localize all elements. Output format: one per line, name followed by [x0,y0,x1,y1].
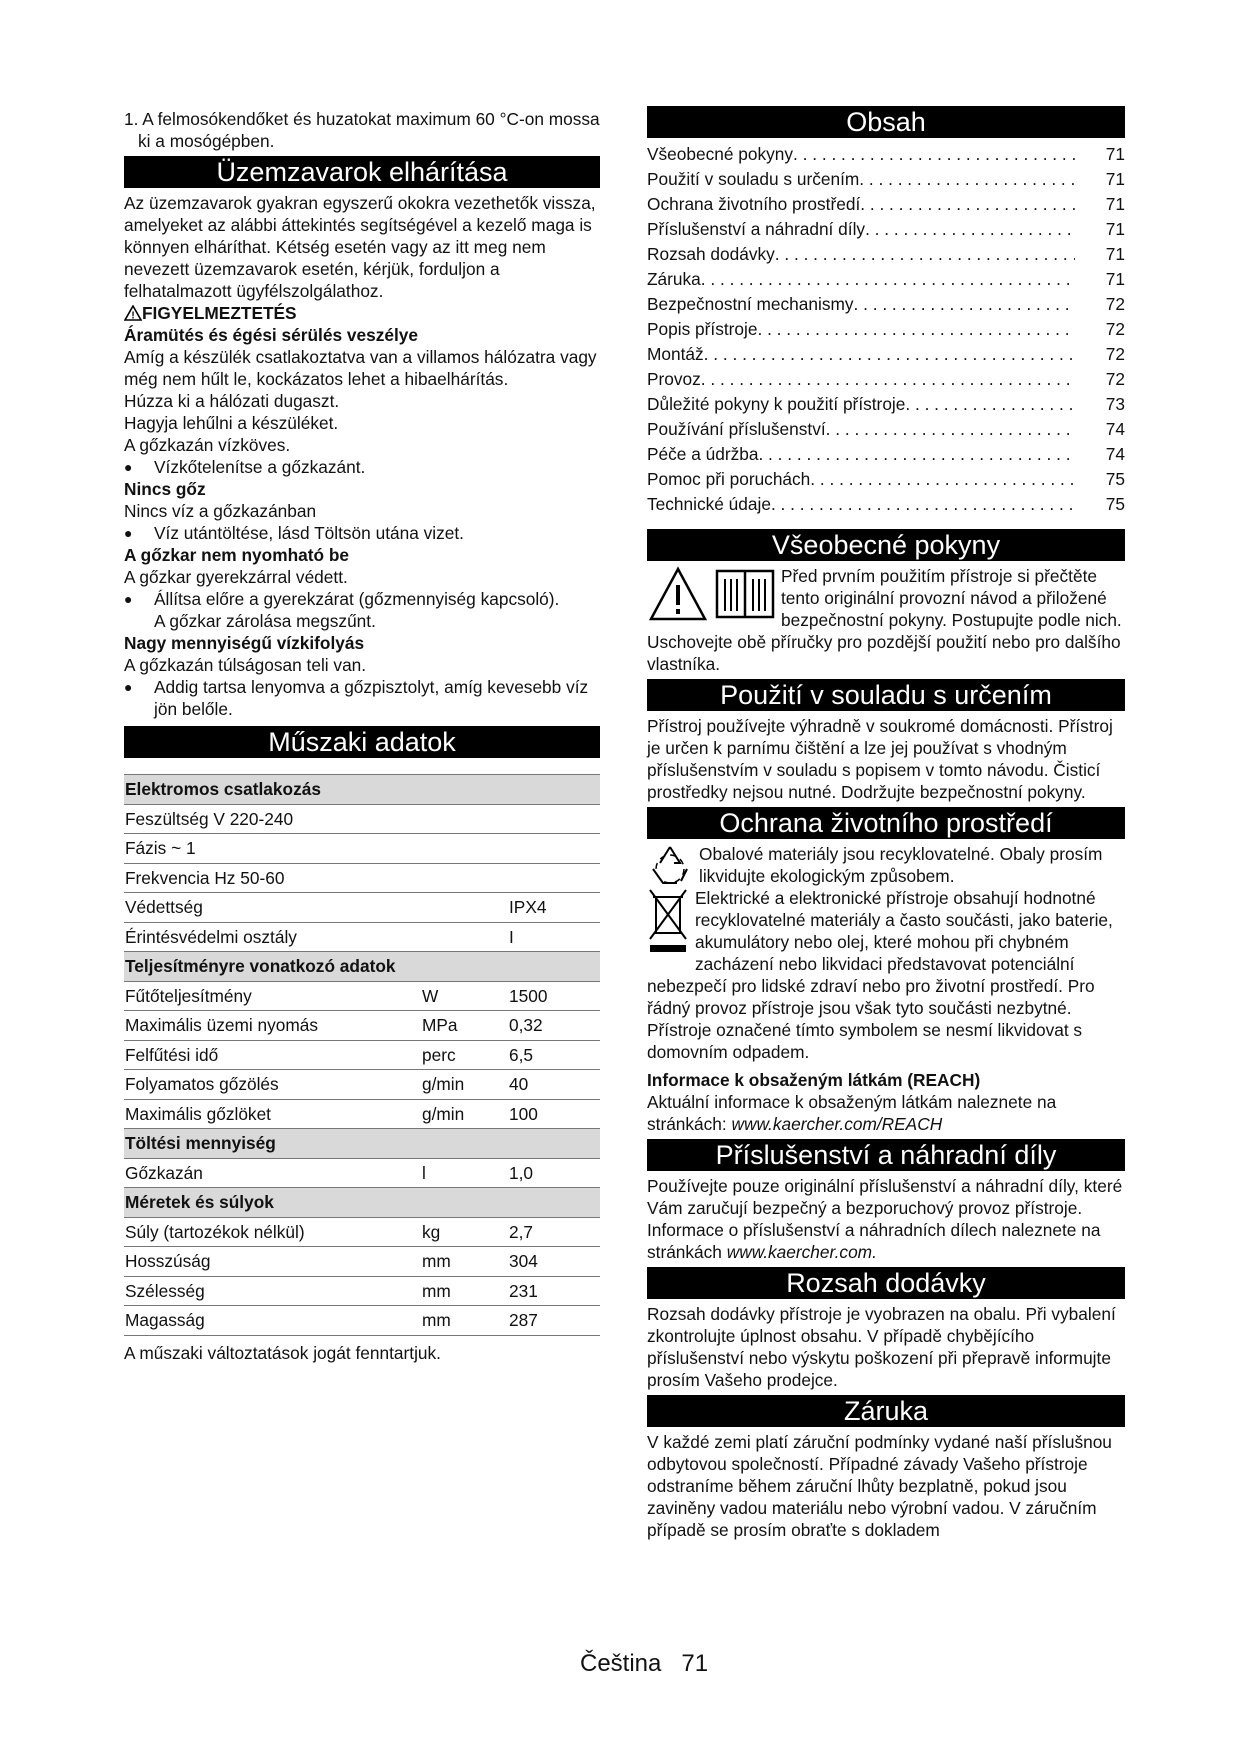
toc-entry-title: Bezpečnostní mechanismy [647,294,854,314]
tech-cell-value [508,804,600,834]
tech-cell-label: Szélesség [124,1276,421,1306]
tech-heading: Műszaki adatok [124,726,600,758]
toc-leader-dots [793,142,1075,167]
warning-triangle-icon [647,565,709,623]
tech-cell-unit: mm [421,1247,508,1277]
tech-row [124,863,600,893]
recycling-icon [647,843,693,887]
accessories-link[interactable]: www.kaercher.com. [726,1242,877,1262]
toc-entry[interactable] [647,192,1125,217]
tech-cell-label: Érintésvédelmi osztály [124,922,421,952]
toc-entry[interactable] [647,242,1125,267]
heading-no-steam: Nincs gőz [124,479,206,499]
toc-entry-title: Rozsah dodávky [647,244,775,264]
tech-row [124,1217,600,1247]
cause-scale: A gőzkazán vízköves. [124,435,291,455]
toc-leader-dots [810,467,1075,492]
toc-entry-title: Provoz [647,369,701,389]
tech-row [124,922,600,952]
general-text-2: Uschovejte obě příručky pro pozdější použití nebo pro dalšího vlastníka. [647,632,1121,674]
tech-cell-unit: l [421,1158,508,1188]
toc-entry[interactable] [647,417,1125,442]
toc-entry-page: 75 [1105,469,1125,489]
toc-entry[interactable] [647,442,1125,467]
accessories-text-2 [647,1219,1125,1263]
tech-row [124,1040,600,1070]
tech-cell-unit: MPa [421,1011,508,1041]
toc-leader-dots [865,217,1075,242]
tech-cell-label: Méretek és súlyok [124,1188,421,1218]
toc-entry[interactable] [647,467,1125,492]
tech-row [124,834,600,864]
step-unplug: Húzza ki a hálózati dugaszt. [124,391,340,411]
toc-entry[interactable] [647,217,1125,242]
toc-leader-dots [757,317,1075,342]
tech-cell-value: 40 [508,1070,600,1100]
warning-triangle-icon [124,305,142,321]
toc-entry-page: 72 [1105,344,1125,364]
tech-cell-unit: W [421,981,508,1011]
tech-group-row [124,775,600,805]
tech-cell-label: Feszültség V 220-240 [124,804,421,834]
tech-cell-label: Teljesítményre vonatkozó adatok [124,952,421,982]
bullet-descale: ● Vízkőtelenítse a gőzkazánt. [124,456,600,478]
reach-link[interactable]: www.kaercher.com/REACH [731,1114,943,1134]
tech-group-row [124,1188,600,1218]
bullet-refill: ● Víz utántöltése, lásd Töltsön utána vizet. [124,522,600,544]
tech-cell-unit [421,1129,508,1159]
tech-cell-label: Védettség [124,893,421,923]
toc-entry-page: 72 [1105,369,1125,389]
cause-childlock: A gőzkar gyerekzárral védett. [124,567,348,587]
tech-cell-value: 1,0 [508,1158,600,1188]
heading-water-leak: Nagy mennyiségű vízkifolyás [124,633,365,653]
toc-entry-title: Záruka [647,269,701,289]
toc-entry-page: 72 [1105,294,1125,314]
environment-heading: Ochrana životního prostředí [647,807,1125,839]
toc-entry-title: Péče a údržba [647,444,759,464]
tech-cell-unit: mm [421,1306,508,1336]
tech-cell-label: Elektromos csatlakozás [124,775,421,805]
intended-text: Přístroj používejte výhradně v soukromé domácnosti. Přístroj je určen k parnímu čištění a lze jej používat s vhodným příslušenstvím v souladu s popisem v tomto návodu. Čisticí prostředky nejsou nutné. Dodržujte bezpečnostní pokyny. [647,716,1113,802]
toc-entry[interactable] [647,167,1125,192]
tech-row [124,1306,600,1336]
toc-entry-page: 75 [1105,494,1125,514]
tech-cell-value: IPX4 [508,893,600,923]
reach-text [647,1091,1125,1135]
tech-row [124,1099,600,1129]
tech-row [124,1276,600,1306]
tech-note: A műszaki változtatások jogát fenntartjuk. [124,1342,441,1363]
tech-cell-unit: perc [421,1040,508,1070]
manual-book-icon [713,565,777,623]
tech-row [124,1011,600,1041]
tech-cell-value: 1500 [508,981,600,1011]
reach-title: Informace k obsaženým látkám (REACH) [647,1070,981,1090]
accessories-text-1: Používejte pouze originální příslušenství a náhradní díly, které Vám zaručují bezpečný a bezporuchový provoz přístroje. [647,1176,1123,1218]
warning-title: Áramütés és égési sérülés veszélye [124,325,418,345]
toc-entry[interactable] [647,342,1125,367]
tech-cell-unit [421,834,508,864]
table-of-contents [647,142,1125,517]
tech-cell-unit [421,922,508,952]
toc-entry[interactable] [647,492,1125,517]
tech-cell-unit [421,893,508,923]
tech-cell-unit [421,863,508,893]
toc-entry-page: 71 [1105,194,1125,214]
footer-page-number: 71 [681,1650,709,1677]
toc-entry-title: Popis přístroje [647,319,758,339]
bullet-childlock: ● Állítsa előre a gyerekzárat (gőzmennyiség kapcsoló). [124,588,600,610]
toc-entry-title: Ochrana životního prostředí [647,194,861,214]
tech-cell-label: Töltési mennyiség [124,1129,421,1159]
toc-leader-dots [701,267,1075,292]
toc-entry-title: Používání příslušenství [647,419,826,439]
toc-leader-dots [704,342,1075,367]
heading-lever: A gőzkar nem nyomható be [124,545,350,565]
toc-entry-title: Pomoc při poruchách [647,469,811,489]
toc-leader-dots [758,442,1075,467]
tech-cell-value: 6,5 [508,1040,600,1070]
intended-heading: Použití v souladu s určením [647,679,1125,711]
environment-text-2: Elektrické a elektronické přístroje obsahují hodnotné recyklovatelné materiály a často součásti, jako baterie, akumulátory nebo olej, které mohou při chybném zacházení nebo likvidaci představovat potenciální nebezpečí pro lidské zdraví nebo pro životní prostředí. Pro řádný provoz přístroje jsou však tyto součásti nezbytné. Přístroje označené tímto symbolem se nesmí likvidovat s domovním odpadem. [647,888,1113,1062]
toc-entry[interactable] [647,392,1125,417]
general-heading: Všeobecné pokyny [647,529,1125,561]
tech-cell-unit: g/min [421,1070,508,1100]
toc-entry-title: Montáž [647,344,704,364]
bullet-hold-gun: ● Addig tartsa lenyomva a gőzpisztolyt, amíg kevesebb víz jön belőle. [124,676,600,720]
weee-notice [647,887,1125,1063]
toc-entry-page: 74 [1105,419,1125,439]
warning-text: Amíg a készülék csatlakoztatva van a villamos hálózatra vagy még nem hűlt le, kockázatos lehet a hibaelhárítás. [124,347,597,389]
tech-row [124,1247,600,1277]
tech-cell-value: 2,7 [508,1217,600,1247]
tech-cell-value: I [508,922,600,952]
toc-leader-dots [854,292,1075,317]
toc-leader-dots [860,192,1075,217]
tech-cell-value: 304 [508,1247,600,1277]
tech-cell-value [508,952,600,982]
cause-no-water: Nincs víz a gőzkazánban [124,501,317,521]
toc-entry-page: 71 [1105,219,1125,239]
tech-cell-label: Gőzkazán [124,1158,421,1188]
tech-cell-label: Hosszúság [124,1247,421,1277]
tech-row [124,893,600,923]
reach-text-body: Aktuální informace k obsaženým látkám naleznete na stránkách: [647,1092,1057,1134]
toc-entry[interactable] [647,317,1125,342]
tech-cell-label: Magasság [124,1306,421,1336]
toc-entry[interactable] [647,292,1125,317]
tech-cell-label: Maximális gőzlöket [124,1099,421,1129]
troubleshoot-heading: Üzemzavarok elhárítása [124,156,600,188]
general-notice [647,565,1125,631]
tech-cell-label: Felfűtési idő [124,1040,421,1070]
general-text-1: Před prvním použitím přístroje si přečtěte tento originální provozní návod a přiložené bezpečnostní pokyny. Postupujte podle nich. [781,566,1122,630]
tech-cell-label: Fűtőteljesítmény [124,981,421,1011]
accessories-text-body: Informace o příslušenství a náhradních dílech naleznete na stránkách [647,1220,1101,1262]
toc-leader-dots [859,167,1075,192]
toc-entry-title: Důležité pokyny k použití přístroje [647,394,906,414]
tech-cell-label: Frekvencia Hz 50-60 [124,863,421,893]
tech-cell-value: 0,32 [508,1011,600,1041]
tech-cell-value [508,1188,600,1218]
toc-entry-title: Všeobecné pokyny [647,144,794,164]
tech-cell-value [508,775,600,805]
right-column [647,108,1125,1541]
tech-cell-value [508,863,600,893]
toc-entry-page: 73 [1105,394,1125,414]
left-column [124,108,600,1364]
toc-entry-page: 71 [1105,244,1125,264]
tech-table [124,774,600,1336]
toc-leader-dots [771,492,1075,517]
toc-entry-page: 71 [1105,144,1125,164]
toc-entry-title: Technické údaje [647,494,771,514]
tech-cell-value [508,834,600,864]
tech-cell-value: 287 [508,1306,600,1336]
warranty-heading: Záruka [647,1395,1125,1427]
warranty-text: V každé zemi platí záruční podmínky vydané naší příslušnou odbytovou společností. Případné závady Vašeho přístroje odstraníme během záruční lhůty bezplatně, pokud jsou zaviněny vadou materiálu nebo výrobní vadou. V záručním případě se prosím obraťte s dokladem [647,1432,1112,1540]
page-footer [580,1650,708,1678]
step-cool: Hagyja lehűlni a készüléket. [124,413,339,433]
tech-row [124,1158,600,1188]
tech-cell-value: 231 [508,1276,600,1306]
intro-item: 1. A felmosókendőket és huzatokat maximum 60 °C-on mossa ki a mosógépben. [124,109,600,151]
tech-cell-unit [421,1188,508,1218]
toc-heading: Obsah [647,106,1125,138]
tech-cell-label: Maximális üzemi nyomás [124,1011,421,1041]
toc-entry[interactable] [647,267,1125,292]
toc-entry-title: Použití v souladu s určením [647,169,860,189]
tech-cell-unit [421,775,508,805]
footer-language: Čeština [580,1650,662,1677]
tech-cell-unit [421,804,508,834]
warning-line [124,302,600,324]
tech-row [124,1070,600,1100]
accessories-heading: Příslušenství a náhradní díly [647,1139,1125,1171]
tech-group-row [124,1129,600,1159]
tech-cell-label: Folyamatos gőzölés [124,1070,421,1100]
tech-row [124,981,600,1011]
toc-leader-dots [701,367,1075,392]
toc-leader-dots [775,242,1075,267]
troubleshoot-intro: Az üzemzavarok gyakran egyszerű okokra vezethetők vissza, amelyeket az alábbi áttekintés segítségével a kezelő maga is könnyen elháríthat. Kétség esetén vagy az itt meg nem nevezett üzemzavarok esetén, kérjük, forduljon a felhatalmazott ügyfélszolgálathoz. [124,193,596,301]
tech-cell-unit: mm [421,1276,508,1306]
toc-leader-dots [905,392,1075,417]
toc-leader-dots [826,417,1075,442]
environment-text-1: Obalové materiály jsou recyklovatelné. Obaly prosím likvidujte ekologickým způsobem. [699,844,1103,886]
tech-cell-value [508,1129,600,1159]
toc-entry-page: 71 [1105,169,1125,189]
toc-entry-page: 72 [1105,319,1125,339]
result-unlocked: A gőzkar zárolása megszűnt. [154,611,376,631]
delivery-heading: Rozsah dodávky [647,1267,1125,1299]
recycling-notice [647,843,1125,887]
tech-cell-label: Súly (tartozékok nélkül) [124,1217,421,1247]
warning-label: FIGYELMEZTETÉS [142,303,297,323]
tech-cell-label: Fázis ~ 1 [124,834,421,864]
toc-entry[interactable] [647,142,1125,167]
tech-cell-unit: kg [421,1217,508,1247]
toc-entry[interactable] [647,367,1125,392]
crossed-bin-icon [647,887,689,957]
delivery-text: Rozsah dodávky přístroje je vyobrazen na obalu. Při vybalení zkontrolujte úplnost obsahu. V případě chybějícího příslušenství nebo výskytu poškození při přepravě informujte prosím Vašeho prodejce. [647,1304,1116,1390]
toc-entry-page: 74 [1105,444,1125,464]
svg-text:!: ! [131,310,135,321]
tech-cell-unit: g/min [421,1099,508,1129]
tech-group-row [124,952,600,982]
tech-cell-value: 100 [508,1099,600,1129]
cause-overfill: A gőzkazán túlságosan teli van. [124,655,367,675]
tech-cell-unit [421,952,508,982]
toc-entry-page: 71 [1105,269,1125,289]
tech-row [124,804,600,834]
toc-entry-title: Příslušenství a náhradní díly [647,219,866,239]
